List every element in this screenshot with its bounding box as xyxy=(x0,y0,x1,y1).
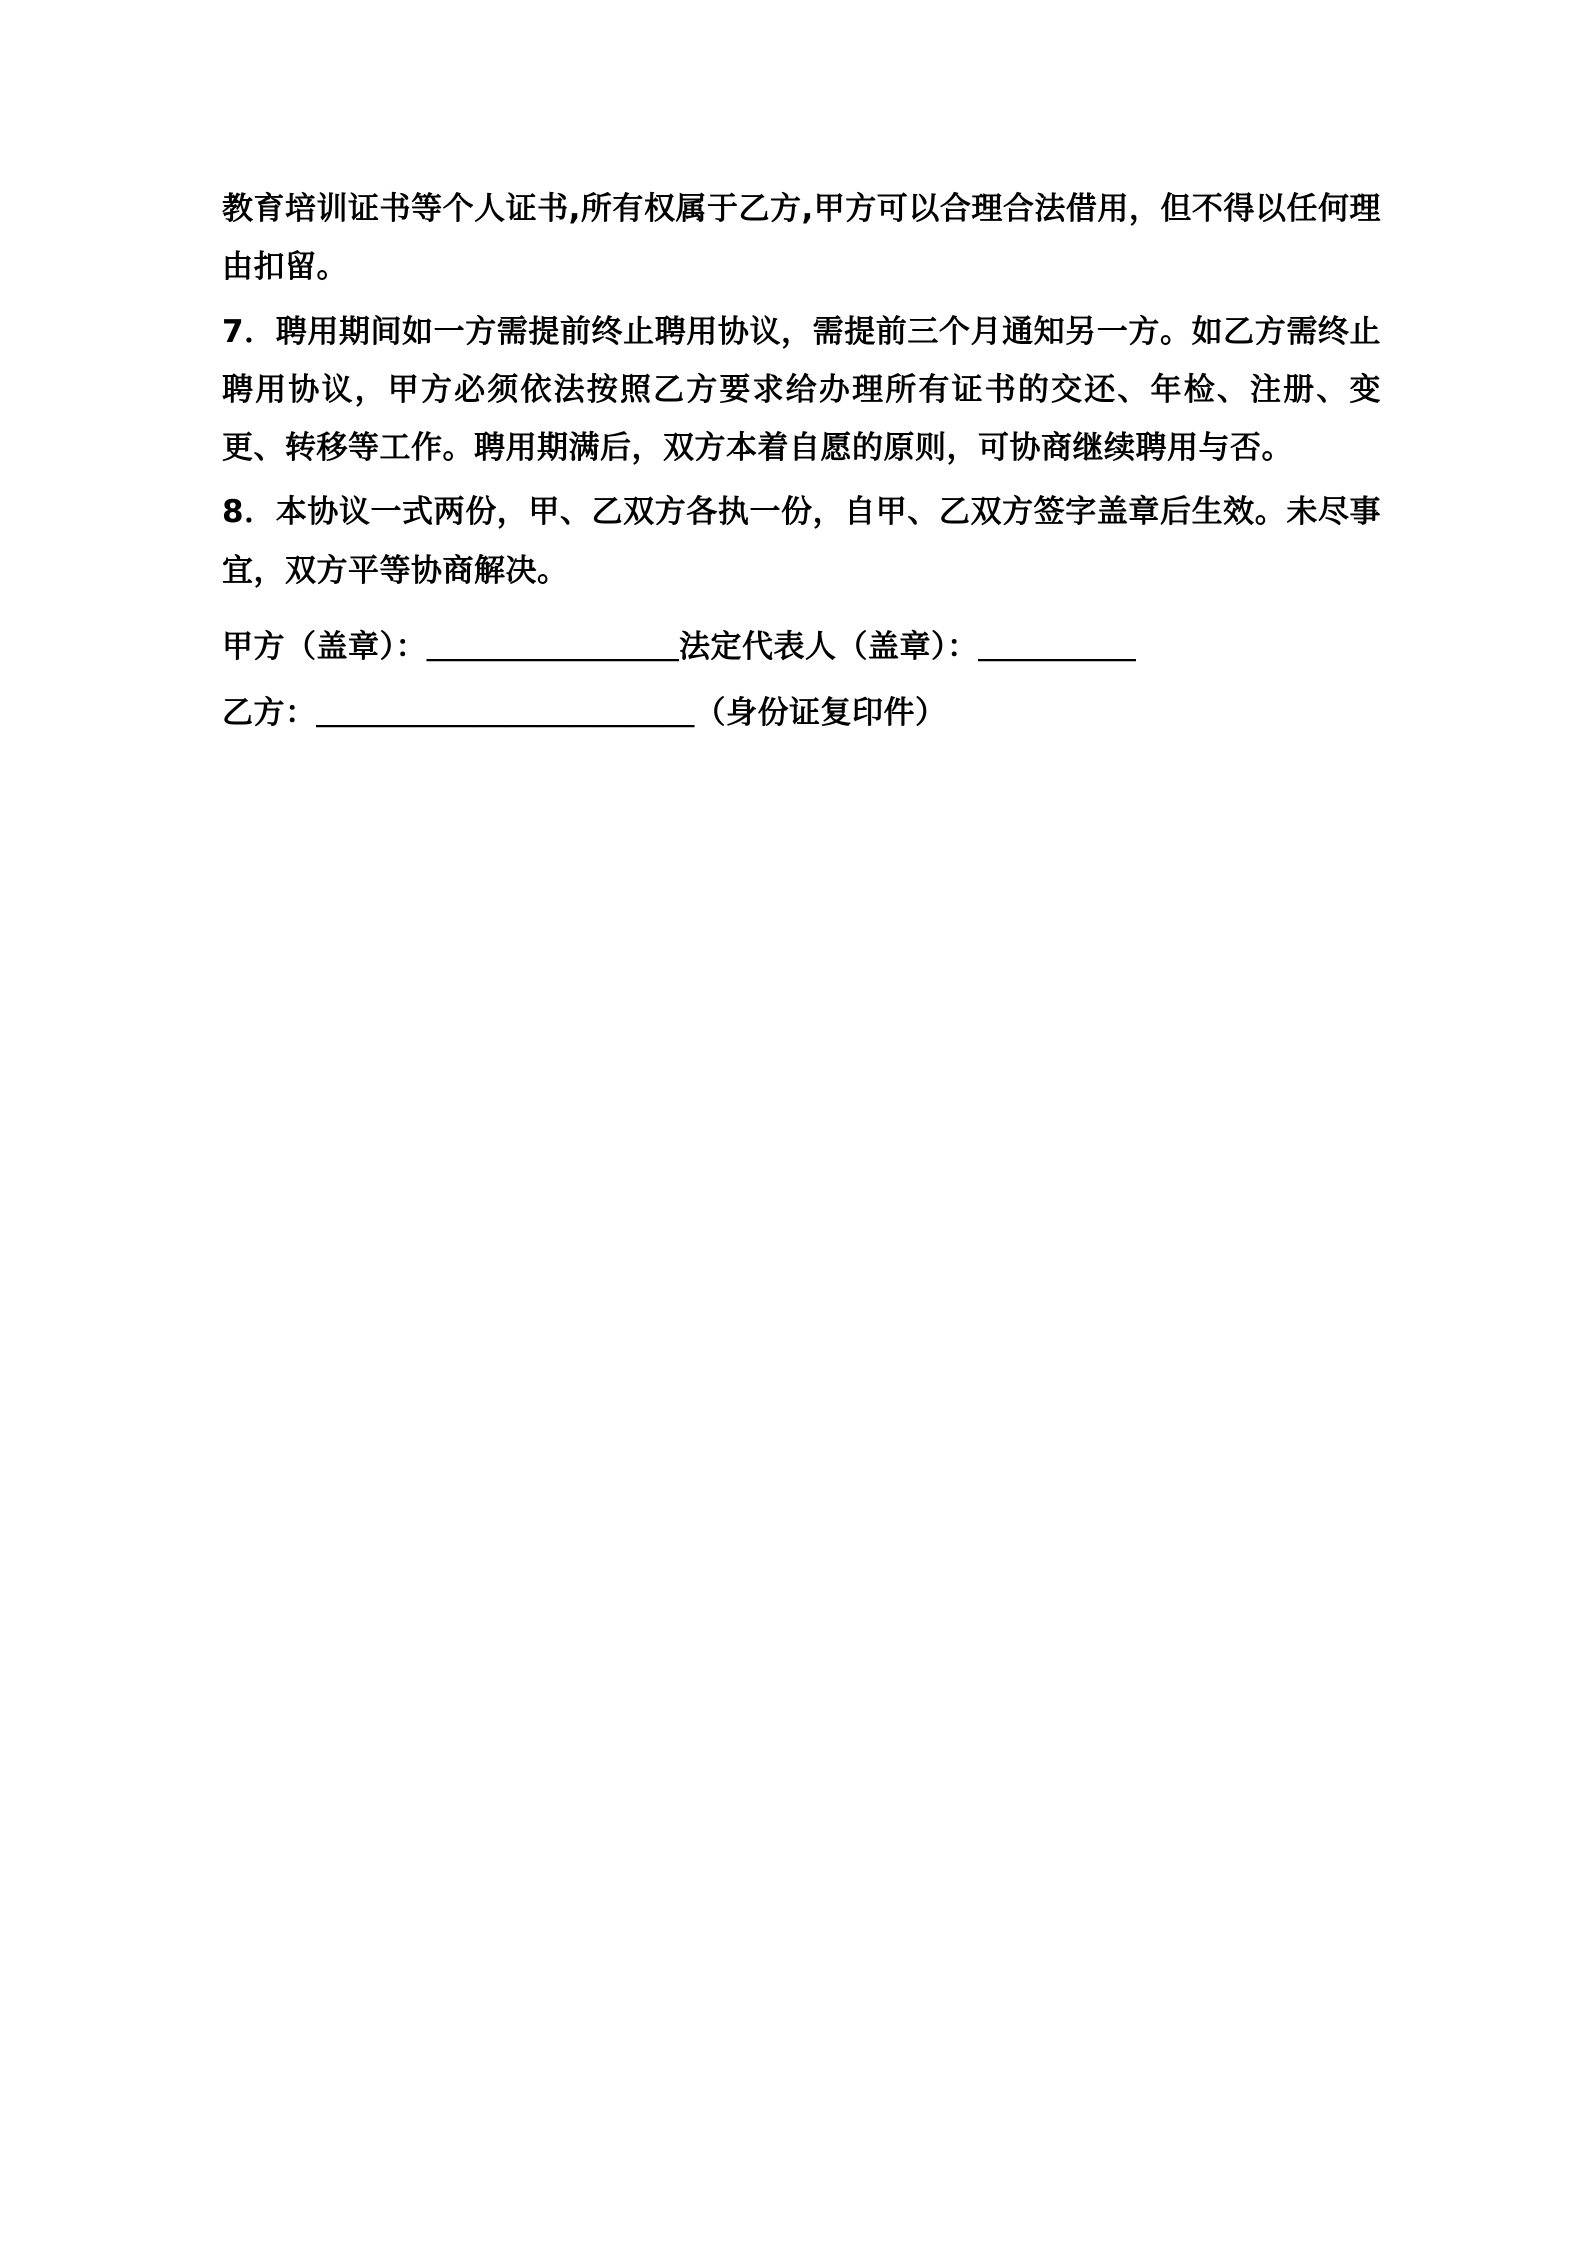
paragraph-clause-7: 7．聘用期间如一方需提前终止聘用协议，需提前三个月通知另一方。如乙方需终止聘用协议，甲方必须依法按照乙方要求给办理所有证书的交还、年检、注册、变更、转移等工作。聘用期满后，双方本着自愿的原则，可协商继续聘用与否。 xyxy=(222,313,1381,467)
paragraph-clause-6-continued: 教育培训证书等个人证书,所有权属于乙方,甲方可以合理合法借用，但不得以任何理由扣留。 xyxy=(222,191,1381,286)
signature-block xyxy=(222,618,1381,743)
document-body xyxy=(222,180,1381,742)
paragraph-clause-8: 8．本协议一式两份，甲、乙双方各执一份，自甲、乙双方签字盖章后生效。未尽事宜，双方平等协商解决。 xyxy=(222,494,1381,589)
signature-line-party-b: 乙方：＿＿＿＿＿＿＿＿＿＿＿＿（身份证复印件） xyxy=(222,695,947,732)
signature-line-party-a: 甲方（盖章）：＿＿＿＿＿＿＿＿法定代表人（盖章）：＿＿＿＿＿ xyxy=(222,628,1136,665)
